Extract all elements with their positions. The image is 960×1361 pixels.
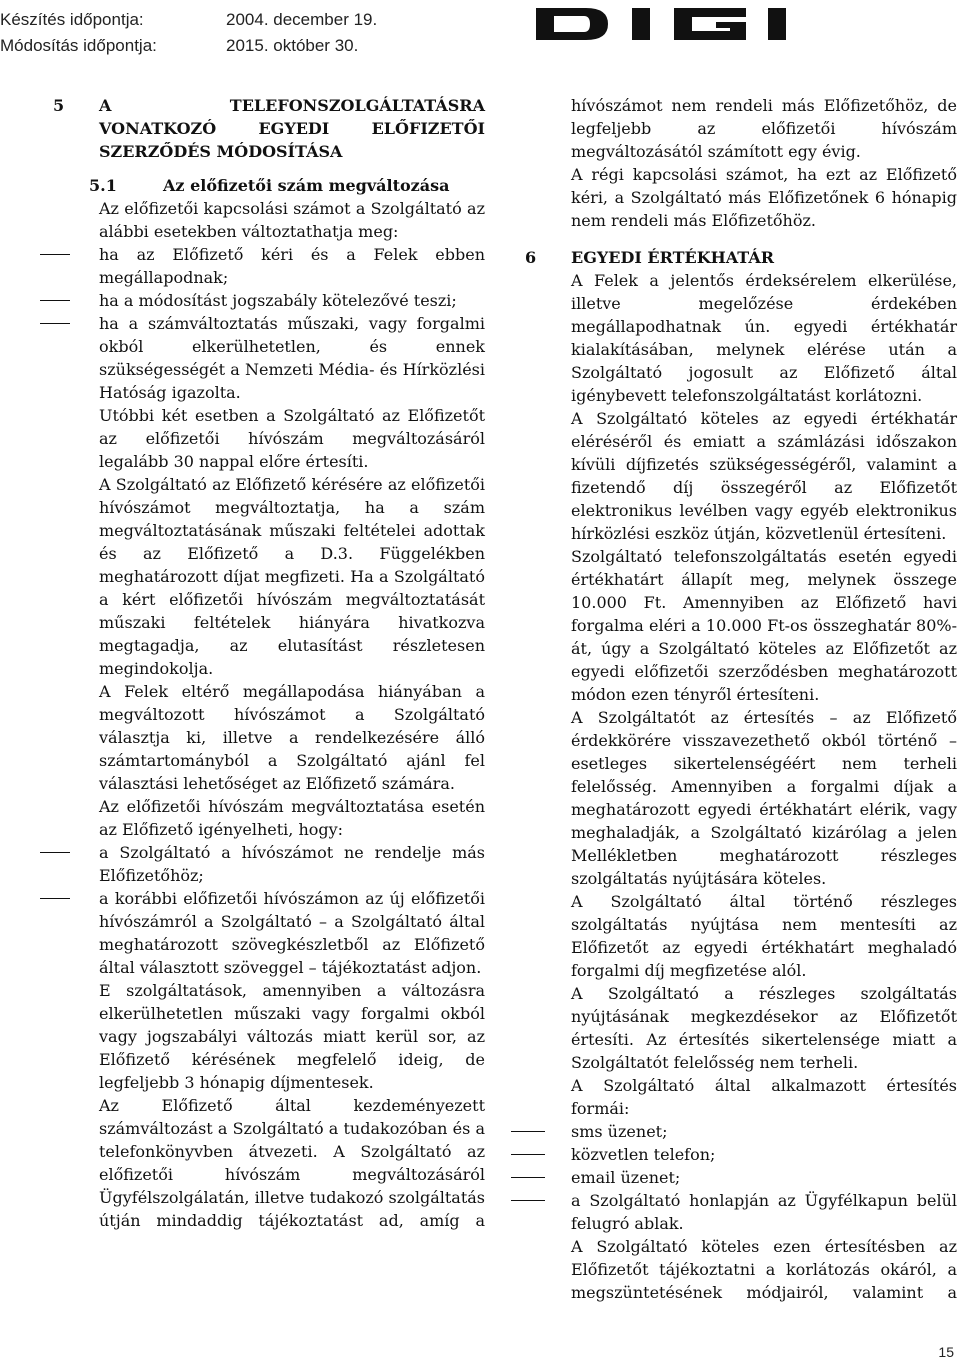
created-value: 2004. december 19.: [226, 10, 378, 29]
dash-list: [24, 841, 485, 979]
section-6-number: 6: [525, 248, 537, 267]
paragraph: E szolgáltatások, amennyiben a változásra elkerülhetetlen műszaki vagy forgalmi okból vagy jogszabályi változás miatt kerül sor, az Előfizető kérésének megfelelő ideig, de legfeljebb 3 hónapig díjmentesek.: [99, 981, 485, 1092]
list-item: közvetlen telefon;: [495, 1143, 957, 1166]
list-item: a Szolgáltató honlapján az Ügyfélkapun belül felugró ablak.: [495, 1189, 957, 1235]
paragraph: A Felek eltérő megállapodása hiányában a megváltozott hívószámot a Szolgáltató választja ki, illetve a rendelkezésére álló számtartományból a Szolgáltató ajánl fel választási lehetőséget az Előfizető számára.: [99, 682, 485, 793]
created-label: Készítés időpontja:: [0, 10, 144, 29]
paragraph: A Szolgáltató köteles ezen értesítésben az Előfizetőt tájékoztatni a korlátozás okáról, a megszüntetésének módjairól, valamint a: [571, 1237, 957, 1302]
paragraph: Szolgáltató telefonszolgáltatás esetén egyedi értékhatárt állapít meg, melynek összege 10.000 Ft. Amennyiben az Előfizető havi forgalma eléri a 10.000 Ft-os összeghatár 80%-át, úgy a Szolgáltató köteles az Előfizetőt az egyedi előfizetői szerződésben meghatározott módon ezen tényről értesíteni.: [571, 547, 957, 704]
paragraph: Az előfizetői kapcsolási számot a Szolgáltató az alábbi esetekben változtathatja meg:: [99, 199, 485, 241]
paragraph: A Felek a jelentős érdeksérelem elkerülése, illetve megelőzése érdekében megállapodhatnak ún. egyedi értékhatár kialakításában, melynek elérése után a Szolgáltató jogosult az Előfizető által igénybevett telefonszolgáltatást korlátozni.: [571, 271, 957, 405]
list-item: ha a számváltoztatás műszaki, vagy forgalmi okból elkerülhetetlen, és ennek szükségességét a Nemzeti Média- és Hírközlési Hatóság igazolta.: [24, 312, 485, 404]
paragraph: Utóbbi két esetben a Szolgáltató az Előfizetőt az előfizetői hívószám megváltozásáról legalább 30 nappal előre értesíti.: [99, 406, 485, 471]
paragraph: hívószámot nem rendeli más Előfizetőhöz, de legfeljebb az előfizetői hívószám megváltozásától számított egy évig.: [571, 96, 957, 161]
page-number: 15: [938, 1344, 954, 1360]
paragraph: Az Előfizető által kezdeményezett számváltozást a Szolgáltató a tudakozóban és a telefonkönyvben átvezeti. A Szolgáltató az előfizetői hívószám megváltozásáról Ügyfélszolgálatán, illetve tudakozó szolgáltatás útján mindaddig tájékoztatást ad, amíg a: [99, 1096, 485, 1230]
section-5-number: 5: [53, 96, 65, 115]
right-column: [525, 94, 957, 1304]
paragraph: A Szolgáltató által alkalmazott értesítés formái:: [571, 1076, 957, 1118]
list-item: a korábbi előfizetői hívószámon az új előfizetői hívószámról a Szolgáltató – a Szolgáltató által meghatározott szövegkészletből az Előfizető által választott szöveggel – tájékoztatást adjon.: [24, 887, 485, 979]
modified-value: 2015. október 30.: [226, 36, 359, 55]
subsection-5-1-title: Az előfizetői szám megváltozása: [163, 176, 450, 195]
dash-list: [24, 243, 485, 404]
digi-logo: [534, 4, 834, 44]
notification-forms-list: [495, 1120, 957, 1235]
list-item: a Szolgáltató a hívószámot ne rendelje más Előfizetőhöz;: [24, 841, 485, 887]
section-5-title: A TELEFONSZOLGÁLTATÁSRA VONATKOZÓ EGYEDI ELŐFIZETŐI SZERZŐDÉS MÓDOSÍTÁSA: [99, 96, 485, 161]
paragraph: Az előfizetői hívószám megváltoztatása esetén az Előfizető igényelheti, hogy:: [99, 797, 485, 839]
modified-label: Módosítás időpontja:: [0, 36, 157, 55]
section-5-heading: [53, 94, 485, 163]
section-6-heading: [525, 246, 957, 269]
list-item: email üzenet;: [495, 1166, 957, 1189]
paragraph: A régi kapcsolási számot, ha ezt az Előfizető kéri, a Szolgáltató más Előfizetőnek 6 hónapig nem rendeli más Előfizetőhöz.: [571, 165, 957, 230]
subsection-5-1-heading: [89, 174, 485, 197]
paragraph: A Szolgáltató által történő részleges szolgáltatás nyújtása nem mentesíti az Előfizetőt az egyedi értékhatárt meghaladó forgalmi díj megfizetése alól.: [571, 892, 957, 980]
paragraph: A Szolgáltató az Előfizető kérésére az előfizetői hívószámot megváltoztatja, ha a szám megváltoztatásának műszaki feltételei adottak és az Előfizető a D.3. Függelékben meghatározott díjat megfizeti. Ha a Szolgáltató a kért előfizetői hívószám megváltoztatását műszaki feltételek hiányára hivatkozva megtagadja, az elutasítást részletesen megindokolja.: [99, 475, 485, 678]
list-item: ha az Előfizető kéri és a Felek ebben megállapodnak;: [24, 243, 485, 289]
list-item: sms üzenet;: [495, 1120, 957, 1143]
left-column: [53, 94, 485, 1232]
section-6-title: EGYEDI ÉRTÉKHATÁR: [571, 248, 775, 267]
subsection-5-1-number: 5.1: [89, 176, 117, 195]
list-item: ha a módosítást jogszabály kötelezővé teszi;: [24, 289, 485, 312]
paragraph: A Szolgáltató a részleges szolgáltatás nyújtásának megkezdésekor az Előfizetőt értesíti. Az értesítés sikertelensége miatt a Szolgáltatót felelősség nem terheli.: [571, 984, 957, 1072]
paragraph: A Szolgáltatót az értesítés – az Előfizető érdekkörére visszavezethető okból történő – esetleges sikertelenségéért nem terheli felelősség. Amennyiben a forgalmi díjak a meghatározott egyedi értékhatárt elérik, vagy meghaladják, a Szolgáltató kizárólag a jelen Mellékletben meghatározott részleges szolgáltatás nyújtására köteles.: [571, 708, 957, 888]
paragraph: A Szolgáltató köteles az egyedi értékhatár eléréséről és emiatt a számlázási időszakon kívüli díjfizetés szükségességéről, valamint a fizetendő díj összegéről az Előfizetőt elektronikus levélben vagy egyéb elektronikus hírközlési eszköz útján, közvetlenül értesíteni.: [571, 409, 957, 543]
